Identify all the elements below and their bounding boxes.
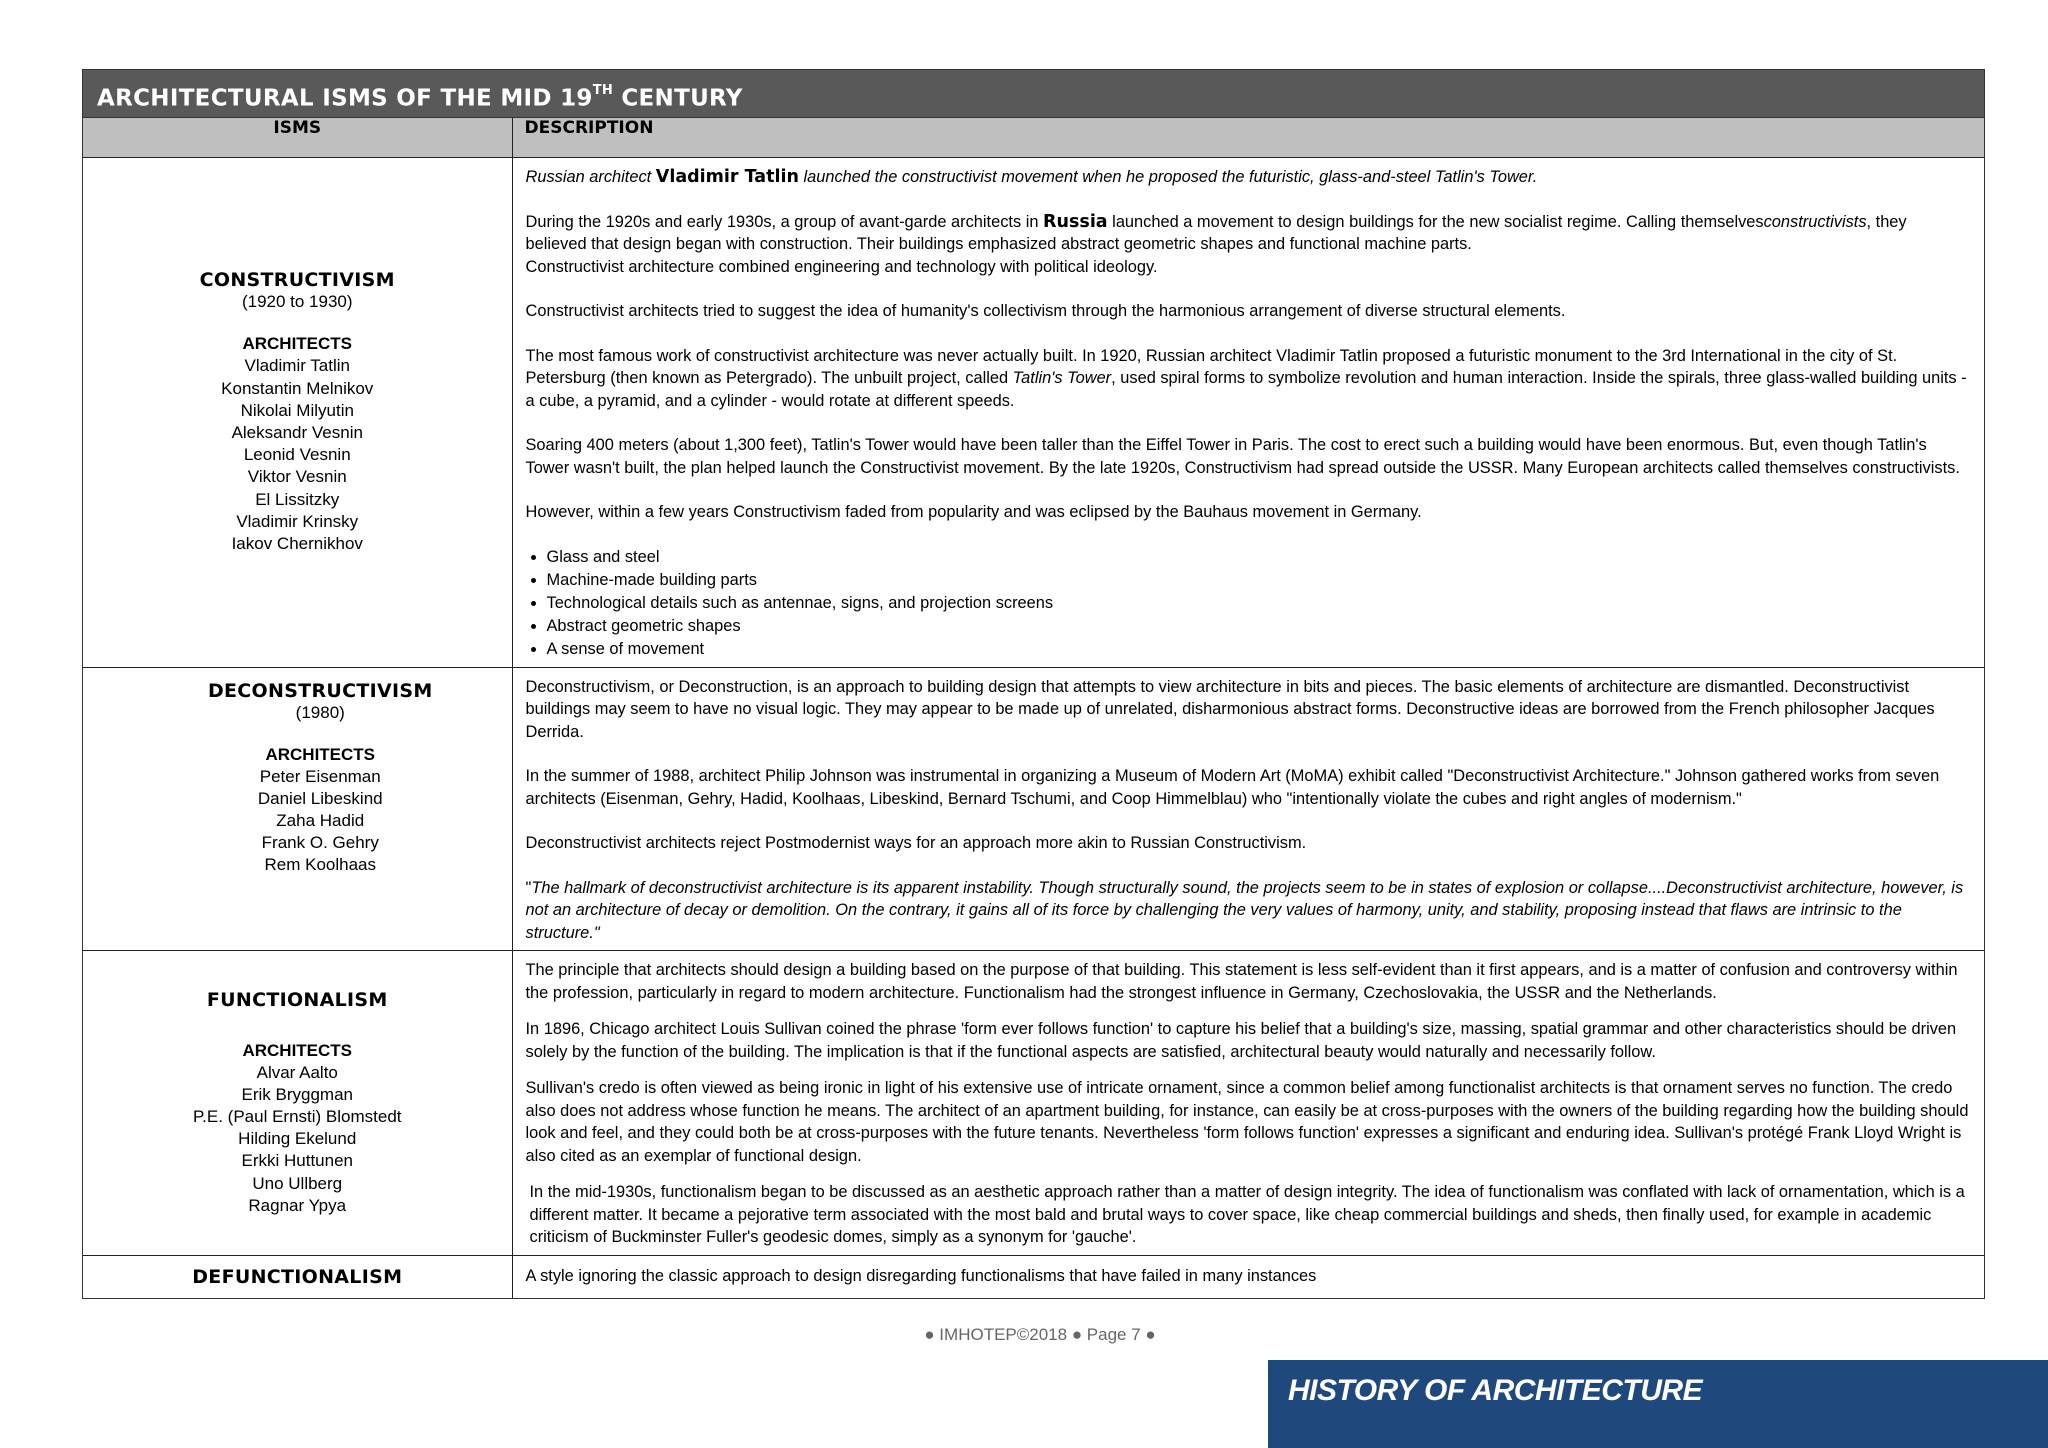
architect-name: Erkki Huttunen — [241, 1151, 353, 1171]
description-cell — [512, 667, 1984, 951]
description-cell — [512, 158, 1984, 668]
architect-name: Nikolai Milyutin — [240, 400, 354, 420]
architect-name: Hilding Ekelund — [238, 1129, 357, 1149]
brand-banner — [1268, 1360, 2048, 1448]
description-paragraph: In 1896, Chicago architect Louis Sullivan coined the phrase 'form ever follows function' to capture his belief that a building's size, massing, spatial grammar and other characteristics should be driven solely by the function of the building. The implication is that if the functional aspects are satisfied, architectural beauty would naturally and necessarily follow. — [525, 1020, 1957, 1061]
description-paragraph: A style ignoring the classic approach to design disregarding functionalisms that have failed in many instances — [525, 1267, 1317, 1286]
architect-name: Viktor Vesnin — [247, 467, 347, 487]
ism-cell — [83, 951, 512, 1256]
description-paragraph: However, within a few years Constructivism faded from popularity and was eclipsed by the Bauhaus movement in Germany. — [525, 503, 1422, 521]
description-paragraph: In the summer of 1988, architect Philip Johnson was instrumental in organizing a Museum of Modern Art (MoMA) exhibit called "Deconstructivist Architecture." Johnson gathered works from seven architects (Eisenman, Gehry, Hadid, Koolhaas, Libeskind, Bernard Tschumi, and Coop Himmelblau) who "intentionally violate the cubes and right angles of modernism." — [525, 767, 1940, 808]
description-paragraph: Deconstructivist architects reject Postmodernist ways for an approach more akin to Russian Constructivism. — [525, 834, 1307, 852]
description-paragraph: Constructivist architects tried to suggest the idea of humanity's collectivism through the harmonious arrangement of diverse structural elements. — [525, 302, 1566, 320]
list-item: • A sense of movement — [547, 638, 1973, 661]
architect-name: Daniel Libeskind — [257, 788, 383, 808]
description-header: DESCRIPTION — [512, 118, 1984, 158]
description-paragraph: Soaring 400 meters (about 1,300 feet), Tatlin's Tower would have been taller than the Eiffel Tower in Paris. The cost to erect such a building would have been enormous. But, even though Tatlin's Tower wasn't built, the plan helped launch the Constructivist movement. By the late 1920s, Constructivism had spread outside the USSR. Many European architects called themselves constructivists. — [525, 436, 1960, 477]
ism-cell — [83, 158, 512, 668]
description-cell — [512, 951, 1984, 1256]
list-item: • Machine-made building parts — [547, 569, 1973, 592]
ism-years: (1980) — [295, 702, 345, 722]
description-paragraph: Deconstructivism, or Deconstruction, is an approach to building design that attempts to view architecture in bits and pieces. The basic elements of architecture are dismantled. Deconstructivist buildings may seem to have no visual logic. They may appear to be made up of unrelated, disharmonious abstract forms. Deconstructive ideas are borrowed from the French philosopher Jacques Derrida. — [525, 677, 1935, 741]
description-paragraph: In the mid-1930s, functionalism began to be discussed as an aesthetic approach rather than a matter of design integrity. The idea of functionalism was conflated with lack of ornamentation, which is a different matter. It became a pejorative term associated with the most bald and brutal ways to cover space, like cheap commercial buildings and sheds, then finally used, for example in academic criticism of Buckminster Fuller's geodesic domes, simply as a synonym for 'gauche'. — [529, 1183, 1965, 1246]
ism-cell — [83, 1255, 512, 1298]
table-row-defunctionalism — [83, 1255, 1984, 1298]
architect-name: Zaha Hadid — [276, 810, 365, 830]
architect-name: Uno Ullberg — [252, 1173, 343, 1193]
table-row-functionalism — [83, 951, 1984, 1256]
description-paragraph: The principle that architects should design a building based on the purpose of that building. This statement is less self-evident than it first appears, and is a matter of confusion and controversy within the profession, particularly in regard to modern architecture. Functionalism had the strongest influence in Germany, Czechoslovakia, the USSR and the Netherlands. — [525, 961, 1958, 1002]
architect-name: Iakov Chernikhov — [231, 533, 363, 553]
feature-list — [526, 546, 1973, 661]
ism-cell — [83, 667, 512, 951]
architect-name: Erik Bryggman — [241, 1084, 353, 1104]
architects-label: ARCHITECTS — [242, 1040, 353, 1060]
brand-title: HISTORY OF ARCHITECTURE — [1288, 1374, 1703, 1407]
architects-label: ARCHITECTS — [265, 744, 376, 764]
description-paragraph: Sullivan's credo is often viewed as being ironic in light of his extensive use of intricate ornament, since a common belief among functionalist architects is that ornament serves no function. The credo also does not address whose function he means. The architect of an apartment building, for instance, can easily be at cross-purposes with the owners of the building regarding how the building should look and feel, and they could both be at cross-purposes with the future tenants. Nevertheless 'form follows function' expresses a significant and enduring idea. Sullivan's protégé Frank Lloyd Wright is also cited as an exemplar of functional design. — [525, 1079, 1969, 1165]
architect-name: Aleksandr Vesnin — [231, 422, 363, 442]
architects-list — [130, 766, 511, 877]
architect-name: P.E. (Paul Ernsti) Blomstedt — [193, 1106, 402, 1126]
description-cell — [512, 1255, 1984, 1298]
description-paragraph: Russian architect Vladimir Tatlin launched the constructivist movement when he proposed the futuristic, glass-and-steel Tatlin's Tower. — [525, 167, 1538, 187]
architect-name: El Lissitzky — [255, 489, 340, 509]
table-row-constructivism — [83, 158, 1984, 668]
description-paragraph: The most famous work of constructivist architecture was never actually built. In 1920, Russian architect Vladimir Tatlin proposed a futuristic monument to the 3rd International in the city of St. Petersburg (then known as Petergrado). The unbuilt project, called Tatlin's Tower, used spiral forms to symbolize revolution and human interaction. Inside the spirals, three glass-walled building units - a cube, a pyramid, and a cylinder - would rotate at different speeds. — [525, 346, 1967, 410]
ism-name: DEFUNCTIONALISM — [192, 1265, 403, 1288]
architect-name: Vladimir Tatlin — [244, 356, 350, 376]
ism-name: FUNCTIONALISM — [206, 988, 388, 1011]
table-row-deconstructivism — [83, 667, 1984, 951]
isms-table-sheet — [82, 69, 1985, 1299]
architect-name: Ragnar Ypya — [248, 1195, 347, 1215]
isms-table — [83, 118, 1984, 1298]
table-title: ARCHITECTURAL ISMS OF THE MID 19TH CENTURY — [83, 70, 1984, 118]
ism-name: CONSTRUCTIVISM — [199, 269, 395, 292]
table-header-row — [83, 118, 1984, 158]
list-item: • Abstract geometric shapes — [547, 615, 1973, 638]
architect-name: Leonid Vesnin — [243, 445, 351, 465]
architect-name: Alvar Aalto — [256, 1062, 338, 1082]
architect-name: Frank O. Gehry — [261, 833, 379, 853]
architect-name: Peter Eisenman — [259, 766, 381, 786]
architect-name: Konstantin Melnikov — [221, 378, 374, 398]
isms-header: ISMS — [83, 118, 512, 158]
architect-name: Vladimir Krinsky — [236, 511, 359, 531]
description-quote: "The hallmark of deconstructivist architecture is its apparent instability. Though structurally sound, the projects seem to be in states of explosion or collapse....Deconstructivist architecture, however, is not an architecture of decay or demolition. On the contrary, it gains all of its force by challenging the very values of harmony, unity, and stability, proposing instead that flaws are intrinsic to the structure." — [525, 878, 1964, 942]
architect-name: Rem Koolhaas — [264, 855, 376, 875]
architects-list — [84, 1062, 511, 1217]
architects-list — [84, 355, 511, 555]
ism-years: (1920 to 1930) — [241, 292, 353, 312]
architects-label: ARCHITECTS — [242, 334, 353, 354]
description-paragraph: During the 1920s and early 1930s, a group of avant-garde architects in Russia launched a movement to design buildings for the new socialist regime. Calling themselvesconstructivists, they believed that design began with construction. Their buildings emphasized abstract geometric shapes and functional machine parts. Constructivist architecture combined engineering and technology with political ideology. — [525, 211, 1907, 276]
ism-name: DECONSTRUCTIVISM — [207, 679, 433, 702]
list-item: • Glass and steel — [547, 546, 1973, 569]
page-footer: ● IMHOTEP©2018 ● Page 7 ● — [924, 1325, 1156, 1344]
list-item: • Technological details such as antennae, signs, and projection screens — [547, 592, 1973, 615]
